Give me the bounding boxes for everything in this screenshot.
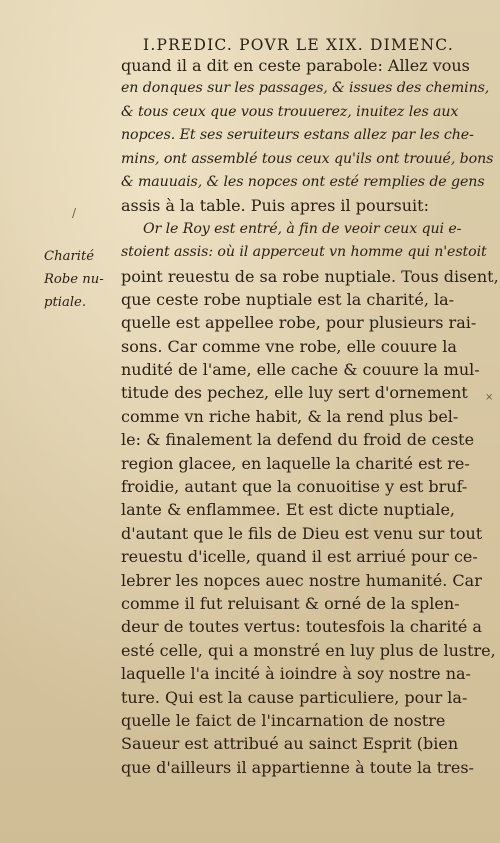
text-line: assis à la table. Puis apres il poursuit:: [121, 196, 429, 216]
running-head: I.PREDIC. POVR LE XIX. DIMENC.: [143, 36, 454, 54]
text-line: ture. Qui est la cause particuliere, pour la-: [121, 687, 468, 707]
text-line: quand il a dit en ceste parabole: Allez vous: [121, 56, 470, 75]
ink-mark: /: [72, 206, 77, 220]
text-line: Or le Roy est entré, à fin de veoir ceux qui e-: [143, 220, 462, 237]
text-line: le: & finalement la defend du froid de ceste: [121, 430, 475, 450]
text-line: que ceste robe nuptiale est la charité, la-: [121, 289, 455, 309]
margin-note-line: Charité: [44, 249, 95, 264]
text-line: comme il fut reluisant & orné de la splen-: [121, 593, 460, 613]
text-line: lebrer les nopces auec nostre humanité. Car: [121, 570, 482, 590]
text-line: deur de toutes vertus: toutesfois la charité a: [121, 617, 482, 637]
text-line: titude des pechez, elle luy sert d'ornement: [121, 383, 468, 403]
text-line: que d'ailleurs il appartienne à toute la tres-: [121, 757, 474, 777]
text-line: nopces. Et ses seruiteurs estans allez par les che-: [121, 127, 474, 144]
text-line: reuestu d'icelle, quand il est arriué pour ce-: [121, 547, 478, 567]
text-line: quelle le faict de l'incarnation de nostre: [121, 710, 446, 730]
text-line: laquelle l'a incité à ioindre à soy nostre na-: [121, 664, 471, 684]
text-line: Saueur est attribué au sainct Esprit (bien: [121, 734, 459, 754]
text-line: stoient assis: où il apperceut vn homme qui n'estoit: [121, 244, 487, 261]
ink-mark: ×: [485, 392, 494, 403]
margin-note-line: ptiale.: [44, 295, 87, 310]
text-line: point reuestu de sa robe nuptiale. Tous disent,: [121, 266, 499, 286]
text-line: sons. Car comme vne robe, elle couure la: [121, 336, 457, 356]
text-line: en donques sur les passages, & issues des chemins,: [121, 80, 490, 97]
text-line: nudité de l'ame, elle cache & couure la mul-: [121, 360, 480, 380]
text-line: esté celle, qui a monstré en luy plus de lustre,: [121, 640, 496, 660]
text-line: d'autant que le fils de Dieu est venu sur tout: [121, 523, 483, 543]
text-line: & mauuais, & les nopces ont esté remplies de gens: [121, 173, 485, 190]
text-line: lante & enflammee. Et est dicte nuptiale,: [121, 500, 456, 520]
text-line: & tous ceux que vous trouuerez, inuitez les aux: [121, 103, 459, 120]
text-line: region glacee, en laquelle la charité est re-: [121, 453, 470, 473]
margin-note-line: Robe nu-: [44, 272, 104, 287]
body-text: [121, 54, 499, 779]
text-line: comme vn riche habit, & la rend plus bel-: [121, 406, 459, 426]
text-line: froidie, autant que la conuoitise y est bruf-: [121, 477, 468, 497]
text-line: quelle est appellee robe, pour plusieurs rai-: [121, 313, 477, 333]
text-line: mins, ont assemblé tous ceux qu'ils ont trouué, bons: [121, 150, 494, 167]
